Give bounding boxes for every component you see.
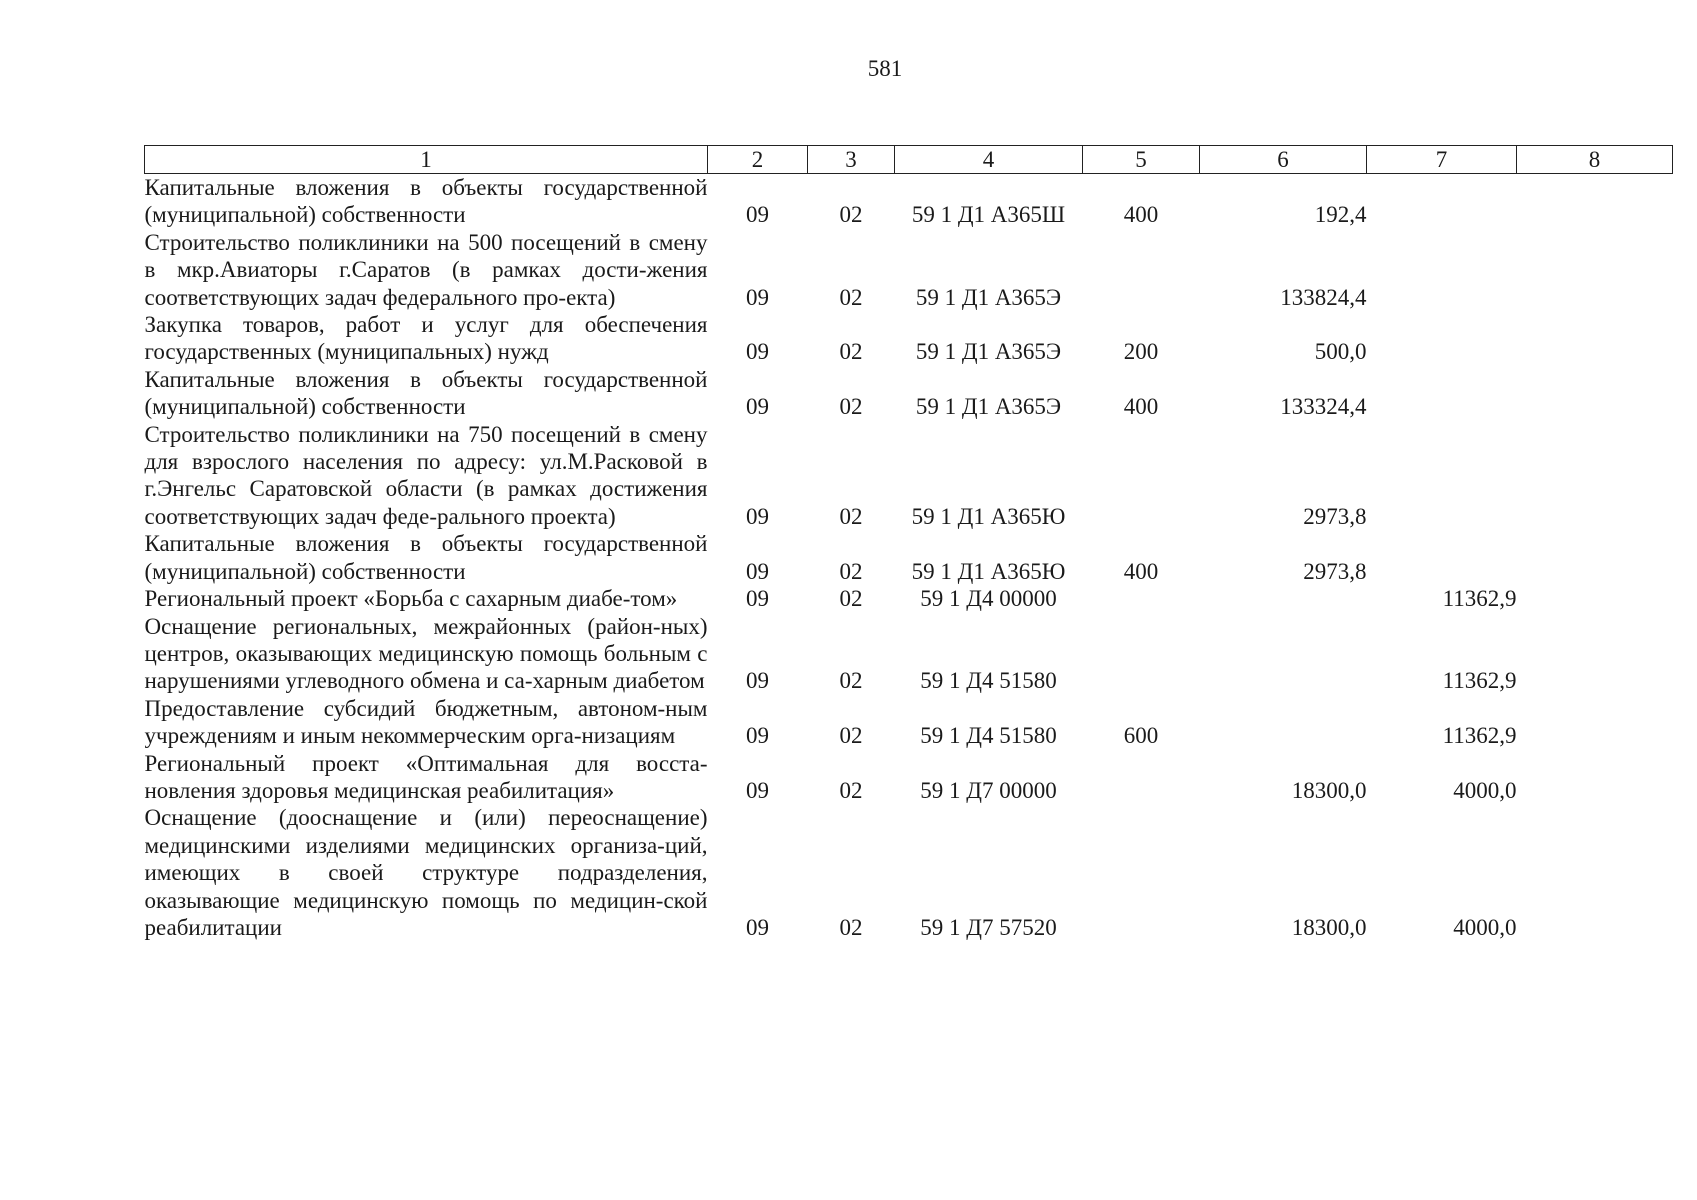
column-header: 8 — [1517, 146, 1673, 174]
expense-type-code — [1083, 613, 1200, 695]
expense-type-code: 400 — [1123, 202, 1159, 228]
subsection-code: 02 — [839, 586, 863, 612]
amount-col7: 11362,9 — [1442, 586, 1517, 612]
amount-col6: 192,4 — [1314, 202, 1367, 228]
amount-col6: 2973,8 — [1303, 558, 1367, 584]
target-article-code: 59 1 Д7 00000 — [920, 777, 1057, 803]
column-header: 4 — [895, 146, 1083, 174]
column-header: 2 — [708, 146, 808, 174]
amount-col7 — [1367, 311, 1517, 366]
table-row — [145, 366, 1673, 421]
section-code: 09 — [746, 668, 769, 694]
amount-col6: 18300,0 — [1291, 777, 1367, 803]
column-header: 5 — [1083, 146, 1200, 174]
section-code: 09 — [746, 558, 769, 584]
target-article-code: 59 1 Д4 51580 — [920, 723, 1057, 749]
expense-type-code — [1083, 804, 1200, 941]
table-row — [145, 585, 1673, 612]
section-code: 09 — [746, 503, 769, 529]
amount-col7: 11362,9 — [1442, 723, 1517, 749]
section-code: 09 — [746, 586, 769, 612]
subsection-code: 02 — [839, 503, 863, 529]
amount-col6: 500,0 — [1314, 339, 1367, 365]
subsection-code: 02 — [839, 914, 863, 940]
subsection-code: 02 — [839, 777, 863, 803]
expense-name: Строительство поликлиники на 750 посещений в смену для взрослого населения по адресу: ул.М.Расковой в г.Энгельс Саратовской области (в рамках достижения соответствующих задач феде-рального проекта) — [144, 421, 708, 529]
target-article-code: 59 1 Д1 А365Ю — [911, 558, 1066, 584]
section-code: 09 — [746, 394, 769, 420]
target-article-code: 59 1 Д1 А365Э — [915, 339, 1062, 365]
expense-name: Капитальные вложения в объекты государственной (муниципальной) собственности — [144, 366, 708, 420]
expense-type-code — [1083, 229, 1200, 311]
target-article-code: 59 1 Д4 51580 — [920, 668, 1057, 694]
expense-type-code — [1083, 750, 1200, 805]
amount-col8 — [1517, 366, 1673, 421]
amount-col7 — [1367, 421, 1517, 531]
column-header: 7 — [1367, 146, 1517, 174]
section-code: 09 — [746, 723, 769, 749]
amount-col7 — [1367, 229, 1517, 311]
amount-col7 — [1367, 366, 1517, 421]
target-article-code: 59 1 Д7 57520 — [920, 914, 1057, 940]
column-header: 6 — [1200, 146, 1367, 174]
target-article-code: 59 1 Д1 А365Э — [915, 284, 1062, 310]
amount-col8 — [1517, 585, 1673, 612]
amount-col8 — [1517, 530, 1673, 585]
section-code: 09 — [746, 914, 769, 940]
subsection-code: 02 — [839, 394, 863, 420]
table-row — [145, 695, 1673, 750]
budget-table — [144, 145, 1673, 941]
amount-col8 — [1517, 229, 1673, 311]
amount-col8 — [1517, 750, 1673, 805]
column-number-header — [145, 146, 1673, 174]
amount-col6: 133824,4 — [1280, 284, 1367, 310]
expense-name: Оснащение (дооснащение и (или) переоснащение) медицинскими изделиями медицинских организа-ций, имеющих в своей структуре подразделения, оказывающие медицинскую помощь по медицин-ской реабилитации — [144, 805, 708, 940]
subsection-code: 02 — [839, 202, 863, 228]
page-number: 581 — [867, 56, 903, 81]
table-row — [145, 229, 1673, 311]
target-article-code: 59 1 Д1 А365Э — [915, 394, 1062, 420]
amount-col7: 4000,0 — [1453, 914, 1517, 940]
amount-col6 — [1200, 695, 1367, 750]
expense-name: Региональный проект «Оптимальная для восста-новления здоровья медицинская реабилитация» — [144, 750, 708, 803]
section-code: 09 — [746, 284, 769, 310]
amount-col7 — [1367, 174, 1517, 229]
target-article-code: 59 1 Д1 А365Ш — [911, 202, 1066, 228]
column-header: 3 — [808, 146, 895, 174]
column-header: 1 — [145, 146, 708, 174]
amount-col6 — [1200, 613, 1367, 695]
expense-type-code: 400 — [1123, 558, 1159, 584]
subsection-code: 02 — [839, 723, 863, 749]
expense-name: Капитальные вложения в объекты государственной (муниципальной) собственности — [144, 531, 708, 584]
amount-col6 — [1200, 585, 1367, 612]
expense-name: Строительство поликлиники на 500 посещений в смену в мкр.Авиаторы г.Саратов (в рамках дости-жения соответствующих задач федерального про-екта) — [144, 229, 708, 310]
subsection-code: 02 — [839, 558, 863, 584]
expense-type-code: 400 — [1123, 394, 1159, 420]
expense-type-code: 200 — [1123, 339, 1159, 365]
table-row — [145, 804, 1673, 941]
section-code: 09 — [746, 202, 769, 228]
amount-col7 — [1367, 530, 1517, 585]
target-article-code: 59 1 Д4 00000 — [920, 586, 1057, 612]
expense-type-code: 600 — [1123, 723, 1159, 749]
section-code: 09 — [746, 339, 769, 365]
expense-type-code — [1083, 421, 1200, 531]
subsection-code: 02 — [839, 668, 863, 694]
table-row — [145, 613, 1673, 695]
expense-name: Предоставление субсидий бюджетным, автоном-ным учреждениям и иным некоммерческим орга-низациям — [144, 695, 708, 749]
table-row — [145, 530, 1673, 585]
table-row — [145, 421, 1673, 531]
amount-col8 — [1517, 804, 1673, 941]
amount-col8 — [1517, 311, 1673, 366]
subsection-code: 02 — [839, 284, 863, 310]
subsection-code: 02 — [839, 339, 863, 365]
amount-col8 — [1517, 613, 1673, 695]
table-body — [145, 174, 1673, 942]
expense-name: Оснащение региональных, межрайонных (район-ных) центров, оказывающих медицинскую помощь больным с нарушениями углеводного обмена и са-харным диабетом — [144, 613, 708, 694]
amount-col8 — [1517, 174, 1673, 229]
expense-name: Закупка товаров, работ и услуг для обеспечения государственных (муниципальных) нужд — [144, 312, 708, 365]
table-row — [145, 311, 1673, 366]
amount-col7: 11362,9 — [1442, 668, 1517, 694]
amount-col6: 133324,4 — [1280, 394, 1367, 420]
amount-col7: 4000,0 — [1453, 777, 1517, 803]
amount-col6: 2973,8 — [1303, 503, 1367, 529]
table-row — [145, 174, 1673, 229]
expense-name: Региональный проект «Борьба с сахарным диабе-том» — [144, 586, 678, 612]
section-code: 09 — [746, 777, 769, 803]
target-article-code: 59 1 Д1 А365Ю — [911, 503, 1066, 529]
amount-col8 — [1517, 695, 1673, 750]
expense-type-code — [1083, 585, 1200, 612]
expense-name: Капитальные вложения в объекты государственной (муниципальной) собственности — [144, 175, 708, 228]
table-row — [145, 750, 1673, 805]
amount-col6: 18300,0 — [1291, 914, 1367, 940]
amount-col8 — [1517, 421, 1673, 531]
